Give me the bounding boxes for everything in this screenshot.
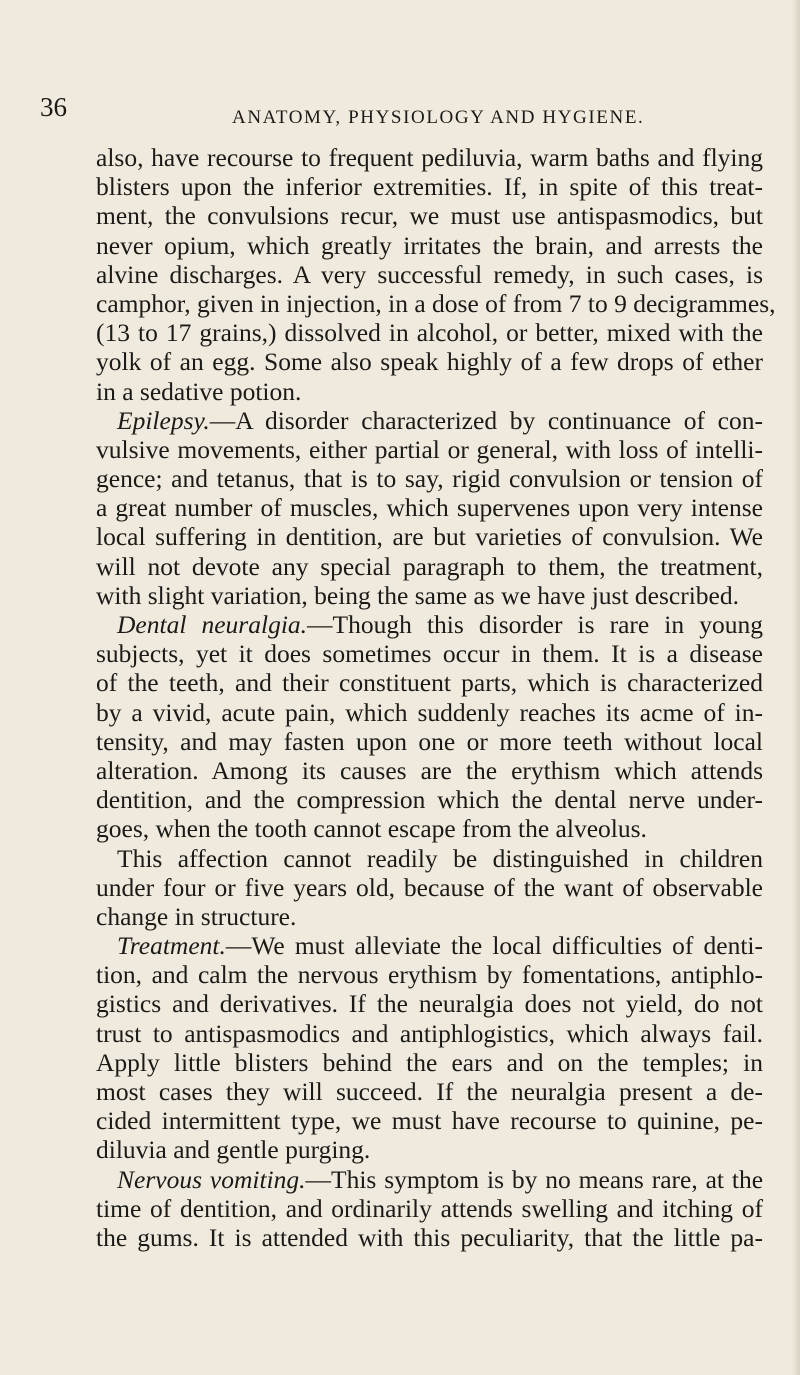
section-subheading: Nervous vomiting. bbox=[117, 1164, 306, 1194]
line-text: tensity, and may fasten upon one or more teeth without local bbox=[96, 726, 763, 756]
text-line bbox=[96, 785, 763, 814]
paragraph-start-line bbox=[96, 931, 763, 960]
line-text: —We must alleviate the local difficulties of denti- bbox=[225, 931, 763, 961]
text-line bbox=[96, 1194, 763, 1223]
text-line bbox=[96, 727, 763, 756]
line-text: gistics and derivatives. If the neuralgia does not yield, do not bbox=[96, 989, 763, 1019]
text-line bbox=[96, 668, 763, 697]
text-line bbox=[96, 1019, 763, 1048]
line-text: (13 to 17 grains,) dissolved in alcohol, or better, mixed with the bbox=[96, 318, 763, 348]
text-line bbox=[96, 552, 763, 581]
text-line bbox=[96, 493, 763, 522]
line-text: trust to antispasmodics and antiphlogistics, which always fail. bbox=[96, 1018, 763, 1048]
text-line bbox=[96, 172, 763, 201]
text-line bbox=[96, 1048, 763, 1077]
line-text: diluvia and gentle purging. bbox=[96, 1135, 371, 1165]
line-text: alteration. Among its causes are the erythism which attends bbox=[96, 755, 763, 785]
section-subheading: Epilepsy. bbox=[117, 405, 210, 435]
text-line bbox=[96, 1135, 763, 1164]
line-text: the gums. It is attended with this peculiarity, that the little pa- bbox=[96, 1222, 763, 1252]
line-text: goes, when the tooth cannot escape from the alveolus. bbox=[96, 814, 647, 844]
line-text: of the teeth, and their constituent parts, which is characterized bbox=[96, 668, 763, 698]
line-text: by a vivid, acute pain, which suddenly reaches its acme of in- bbox=[96, 697, 763, 727]
line-text: change in structure. bbox=[96, 901, 297, 931]
page-number: 36 bbox=[40, 92, 67, 122]
line-text: never opium, which greatly irritates the brain, and arrests the bbox=[96, 230, 763, 260]
line-text: local suffering in dentition, are but varieties of convulsion. We bbox=[96, 522, 763, 552]
paragraph-start-line bbox=[96, 1165, 763, 1194]
line-text: —Though this disorder is rare in young bbox=[307, 610, 763, 639]
text-line bbox=[96, 873, 763, 902]
line-text: camphor, given in injection, in a dose of from 7 to 9 decigrammes, bbox=[96, 288, 776, 318]
line-text: cided intermittent type, we must have recourse to quinine, pe- bbox=[96, 1106, 763, 1136]
paragraph-start-line bbox=[96, 406, 763, 435]
line-text: most cases they will succeed. If the neuralgia present a de- bbox=[96, 1077, 763, 1106]
line-text: tion, and calm the nervous erythism by fomentations, antiphlo- bbox=[96, 960, 763, 990]
text-line bbox=[96, 960, 763, 989]
text-line bbox=[96, 639, 763, 668]
line-text: alvine discharges. A very successful remedy, in such cases, is bbox=[96, 259, 763, 289]
line-text: subjects, yet it does sometimes occur in them. It is a disease bbox=[96, 639, 763, 669]
line-text: This affection cannot readily be distinguished in children bbox=[117, 843, 763, 873]
section-subheading: Treatment. bbox=[117, 931, 226, 961]
line-text: vulsive movements, either partial or general, with loss of intelli- bbox=[96, 434, 763, 464]
line-text: gence; and tetanus, that is to say, rigid convulsion or tension of bbox=[96, 464, 763, 494]
line-text: blisters upon the inferior extremities. If, in spite of this treat- bbox=[96, 172, 763, 202]
text-line bbox=[96, 435, 763, 464]
text-line bbox=[96, 288, 776, 318]
page-edge-shadow bbox=[792, 0, 800, 1375]
running-head: ANATOMY, PHYSIOLOGY AND HYGIENE. bbox=[232, 107, 645, 128]
text-line bbox=[96, 260, 763, 289]
line-text: will not devote any special paragraph to them, the treatment, bbox=[96, 551, 763, 581]
text-line bbox=[96, 1077, 763, 1106]
text-line bbox=[96, 844, 763, 873]
line-text: under four or five years old, because of the want of observable bbox=[96, 872, 763, 902]
text-line bbox=[96, 989, 763, 1018]
line-text: Apply little blisters behind the ears and on the temples; in bbox=[96, 1047, 763, 1077]
text-line bbox=[96, 1223, 763, 1252]
text-line bbox=[96, 318, 763, 347]
text-line bbox=[96, 143, 763, 172]
line-text: yolk of an egg. Some also speak highly of a few drops of ether bbox=[96, 347, 763, 377]
text-line bbox=[96, 201, 763, 230]
text-line bbox=[96, 464, 763, 493]
line-text: time of dentition, and ordinarily attends swelling and itching of bbox=[96, 1193, 763, 1223]
text-line bbox=[96, 581, 763, 610]
line-text: also, have recourse to frequent pediluvia, warm baths and flying bbox=[96, 143, 763, 172]
text-line bbox=[96, 902, 763, 931]
section-subheading: Dental neuralgia. bbox=[117, 610, 308, 639]
text-line bbox=[96, 756, 763, 785]
line-text: a great number of muscles, which supervenes upon very intense bbox=[96, 493, 763, 523]
line-text: in a sedative potion. bbox=[96, 376, 302, 406]
line-text: dentition, and the compression which the dental nerve under- bbox=[96, 785, 763, 815]
text-line bbox=[96, 522, 763, 551]
text-line bbox=[96, 698, 763, 727]
body-text bbox=[96, 143, 776, 1252]
paragraph-start-line bbox=[96, 610, 763, 639]
line-text: ment, the convulsions recur, we must use antispasmodics, but bbox=[96, 201, 763, 231]
text-line bbox=[96, 814, 763, 843]
line-text: with slight variation, being the same as we have just described. bbox=[96, 580, 740, 610]
line-text: —This symptom is by no means rare, at the bbox=[305, 1164, 764, 1194]
text-line bbox=[96, 231, 763, 260]
line-text: —A disorder characterized by continuance of con- bbox=[209, 405, 763, 435]
text-line bbox=[96, 347, 763, 376]
text-line bbox=[96, 1106, 763, 1135]
text-line bbox=[96, 377, 763, 406]
